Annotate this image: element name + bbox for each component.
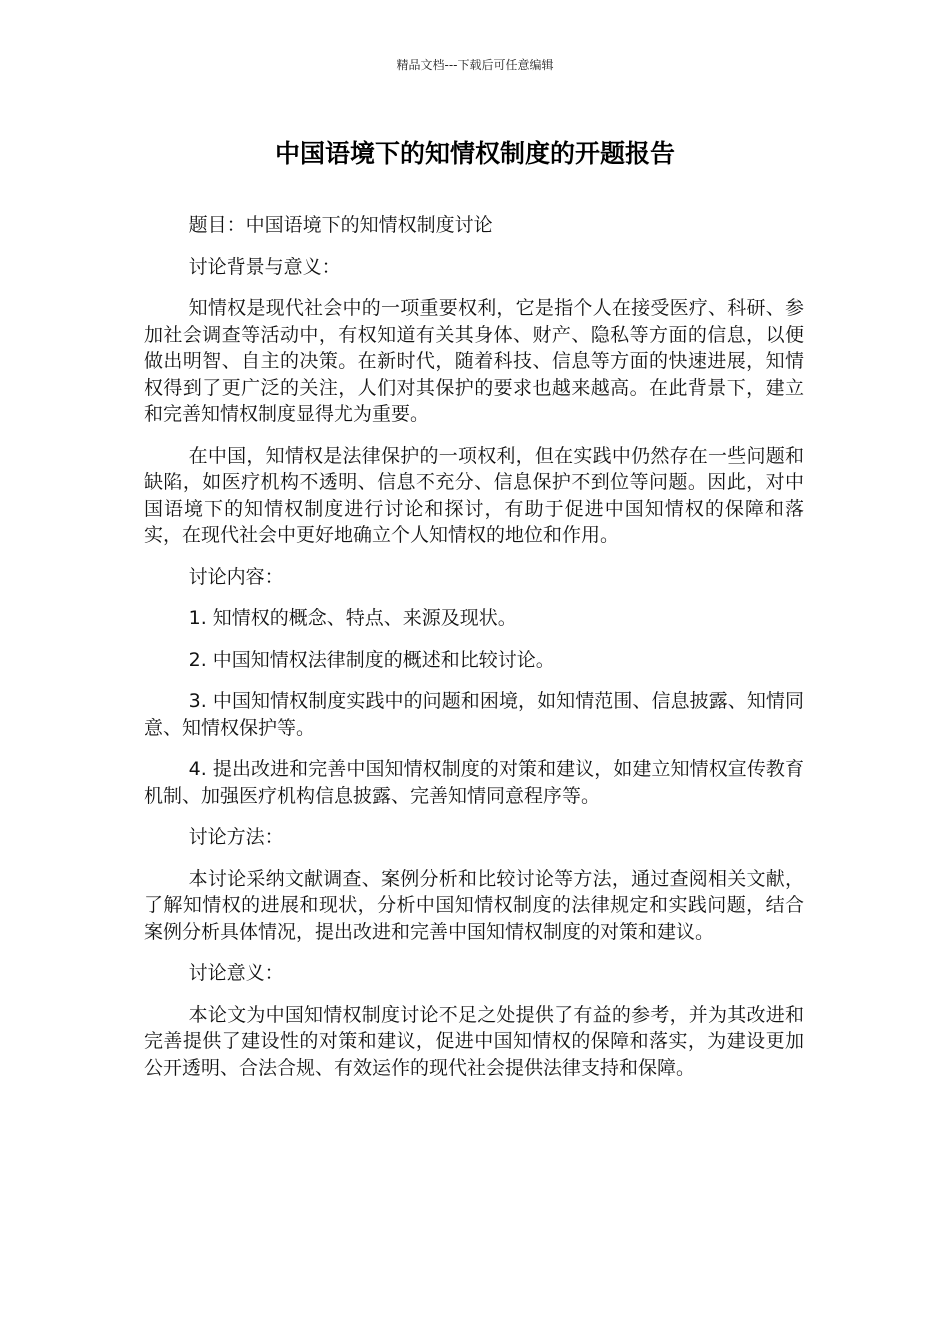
section-heading-significance: 讨论意义： — [188, 962, 284, 984]
section-heading-background: 讨论背景与意义： — [188, 255, 341, 278]
topic-line: 题目：中国语境下的知情权制度讨论 — [188, 214, 493, 236]
method-paragraph: 本讨论采纳文献调查、案例分析和比较讨论等方法，通过查阅相关文献，了解知情权的进展和现状，分析中国知情权制度的法律规定和实践问题，结合案例分析具体情况，提出改进和完善中国知情权制度的对策和建议。 — [144, 867, 804, 943]
content-item-1: 1. 知情权的概念、特点、来源及现状。 — [188, 607, 517, 629]
document-title: 中国语境下的知情权制度的开题报告 — [274, 139, 675, 168]
section-heading-method: 讨论方法： — [188, 826, 284, 848]
content-item-2: 2. 中国知情权法律制度的概述和比较讨论。 — [188, 648, 555, 671]
section-heading-content: 讨论内容： — [188, 565, 284, 588]
document-body — [144, 212, 804, 1096]
content-item-3: 3. 中国知情权制度实践中的问题和困境，如知情范围、信息披露、知情同意、知情权保护等。 — [144, 690, 804, 739]
significance-paragraph: 本论文为中国知情权制度讨论不足之处提供了有益的参考，并为其改进和完善提供了建设性的对策和建议，促进中国知情权的保障和落实，为建设更加公开透明、合法合规、有效运作的现代社会提供法律支持和保障。 — [144, 1003, 804, 1079]
content-item-4: 4. 提出改进和完善中国知情权制度的对策和建议，如建立知情权宣传教育机制、加强医疗机构信息披露、完善知情同意程序等。 — [144, 758, 804, 807]
background-paragraph-1: 知情权是现代社会中的一项重要权利，它是指个人在接受医疗、科研、参加社会调查等活动中，有权知道有关其身体、财产、隐私等方面的信息，以便做出明智、自主的决策。在新时代，随着科技、信息等方面的快速进展，知情权得到了更广泛的关注，人们对其保护的要求也越来越高。在此背景下，建立和完善知情权制度显得尤为重要。 — [144, 297, 804, 425]
header-note: 精品文档---下载后可任意编辑 — [396, 58, 554, 72]
background-paragraph-2: 在中国，知情权是法律保护的一项权利，但在实践中仍然存在一些问题和缺陷，如医疗机构不透明、信息不充分、信息保护不到位等问题。因此，对中国语境下的知情权制度进行讨论和探讨，有助于促进中国知情权的保障和落实，在现代社会中更好地确立个人知情权的地位和作用。 — [144, 444, 804, 546]
